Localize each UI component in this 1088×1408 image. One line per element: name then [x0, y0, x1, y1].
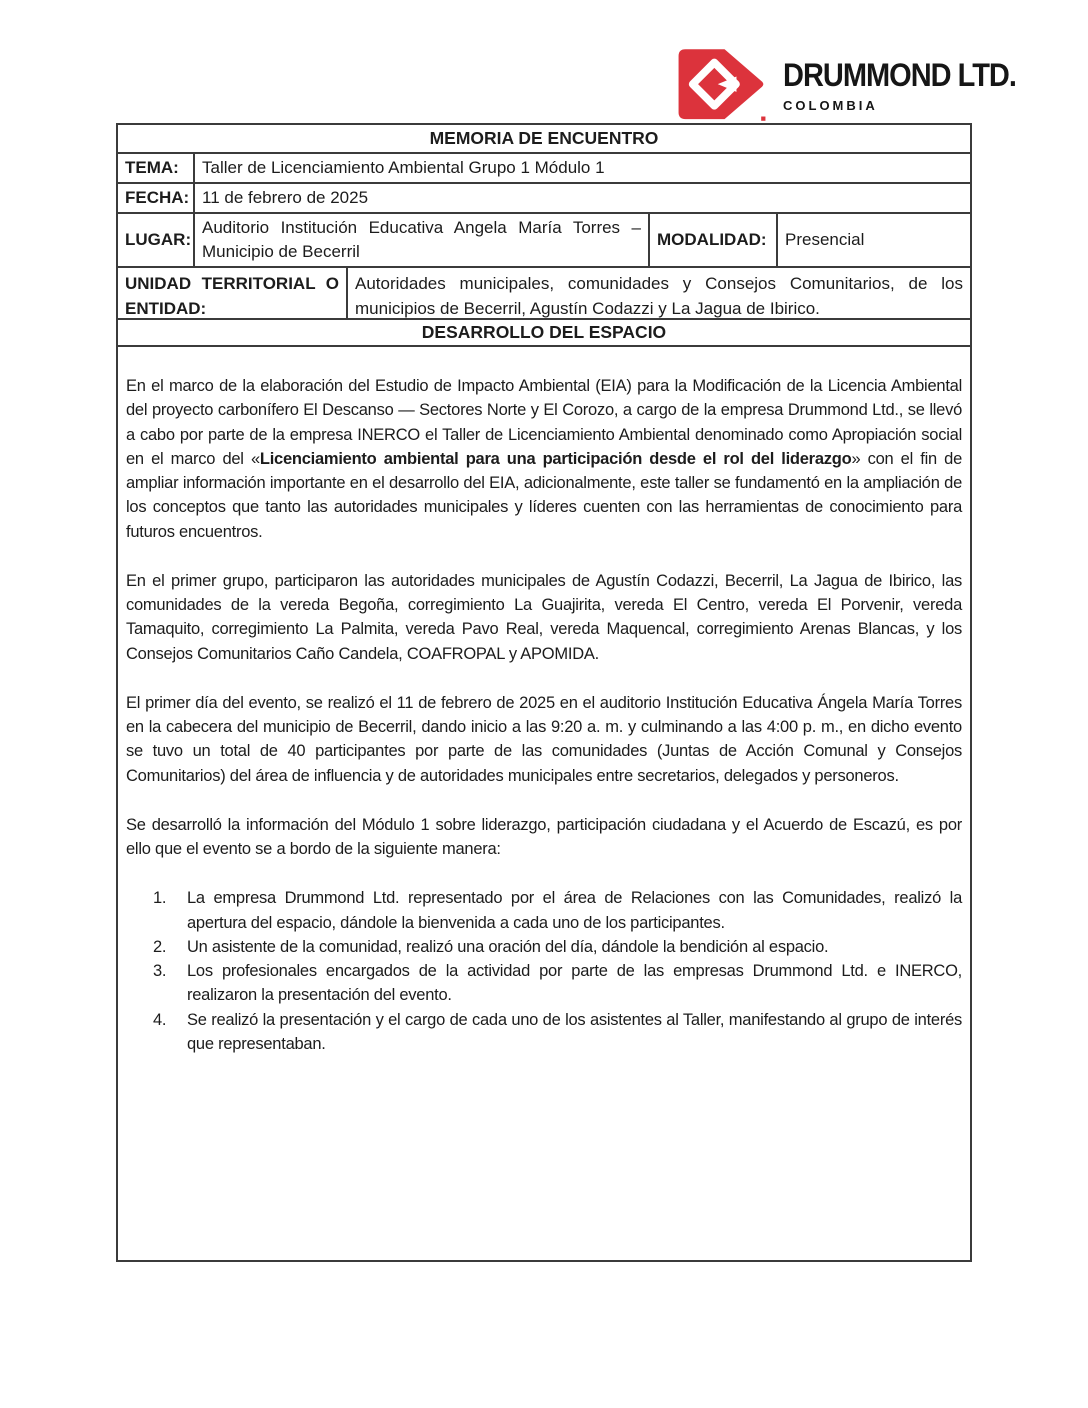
lugar-label: LUGAR: — [125, 229, 192, 249]
paragraph-4: Se desarrolló la información del Módulo 1 sobre liderazgo, participación ciudadana y el Acuerdo de Escazú, es por ello que el evento se a bordo de la siguiente manera: — [126, 815, 962, 858]
list-item-number: 3. — [153, 962, 167, 980]
drummond-logo — [676, 46, 1016, 124]
list-item — [126, 935, 962, 959]
tema-label: TEMA: — [125, 157, 179, 177]
paragraph-1 — [126, 374, 962, 544]
list-item-text: Se realizó la presentación y el cargo de cada uno de los asistentes al Taller, manifestando al grupo de interés que representaban. — [187, 1010, 962, 1053]
unidad-value: Autoridades municipales, comunidades y Consejos Comunitarios, de los municipios de Becerril, Agustín Codazzi y La Jagua de Ibirico. — [346, 268, 970, 318]
modalidad-value: Presencial — [776, 214, 970, 266]
list-item-text: Un asistente de la comunidad, realizó una oración del día, dándole la bendición al espacio. — [187, 937, 829, 956]
lugar-value: Auditorio Institución Educativa Angela María Torres – Municipio de Becerril — [193, 214, 648, 266]
logo-text-block — [783, 46, 1016, 113]
fecha-row — [118, 184, 970, 214]
list-item — [126, 1008, 962, 1057]
paragraph-2: En el primer grupo, participaron las autoridades municipales de Agustín Codazzi, Becerril, La Jagua de Ibirico, las comunidades de la vereda Begoña, corregimiento La Guajirita, vereda El Centro, vereda El Porvenir, vereda Tamaquito, corregimiento La Palmita, vereda Pavo Real, vereda Maquencal, corregimiento Arenas Blancas, y los Consejos Comunitarios Caño Candela, COAFROPAL y APOMIDA. — [126, 571, 962, 663]
unidad-row — [118, 268, 970, 320]
tema-row — [118, 154, 970, 184]
lugar-row — [118, 214, 970, 268]
desarrollo-content — [118, 347, 970, 1260]
fecha-value: 11 de febrero de 2025 — [193, 184, 970, 212]
fecha-label: FECHA: — [125, 187, 190, 207]
section-title: DESARROLLO DEL ESPACIO — [421, 322, 667, 342]
unidad-label: UNIDAD TERRITORIAL O ENTIDAD: — [125, 274, 339, 318]
list-item-text: La empresa Drummond Ltd. representado por el área de Relaciones con las Comunidades, realizó la apertura del espacio, dándole la bienvenida a cada uno de los participantes. — [187, 889, 962, 932]
numbered-list — [126, 886, 962, 1056]
list-item-number: 4. — [153, 1010, 167, 1029]
logo-country: COLOMBIA — [783, 98, 878, 113]
section-title-row — [118, 320, 970, 347]
list-item-text: Los profesionales encargados de la actividad por parte de las empresas Drummond Ltd. e INERCO, realizaron la presentación del evento. — [187, 962, 962, 1005]
tema-value: Taller de Licenciamiento Ambiental Grupo 1 Módulo 1 — [193, 154, 970, 182]
drummond-logo-icon — [676, 46, 768, 124]
table-title-row — [118, 125, 970, 154]
list-item — [126, 959, 962, 1008]
modalidad-label: MODALIDAD: — [648, 214, 776, 266]
memoria-table — [116, 123, 972, 1262]
paragraph-1-pre: En el marco de la elaboración del Estudio de Impacto Ambiental (EIA) para la Modificación de la Licencia Ambiental del proyecto carbonífero El Descanso — Sectores Norte y El Corozo, a cargo de la empresa Drummond Ltd., se llevó a cabo por parte de la empresa INERCO el Taller de Licenciamiento Ambiental denominado como Apropiación social en el marco del « — [126, 377, 962, 468]
paragraph-3: El primer día del evento, se realizó el 11 de febrero de 2025 en el auditorio Institución Educativa Ángela María Torres en la cabecera del municipio de Becerril, dando inicio a las 9:20 a. m. y culminando a las 4:00 p. m., en dicho evento se tuvo un total de 40 participantes por parte de las comunidades (Juntas de Acción Comunal y Consejos Comunitarios) del área de influencia y de autoridades municipales entre secretarios, delegados y personeros. — [126, 693, 962, 785]
list-item-number: 2. — [153, 937, 167, 956]
list-item — [126, 886, 962, 935]
paragraph-1-bold: Licenciamiento ambiental para una participación desde el rol del liderazgo — [259, 449, 852, 468]
desarrollo-row — [118, 347, 970, 1260]
logo-company-name: DRUMMOND LTD. — [783, 57, 1016, 94]
list-item-number: 1. — [153, 889, 167, 908]
paragraph-1-post: » con el fin de ampliar información importante en el desarrollo del EIA, adicionalmente, este taller se fundamentó en la ampliación de los conceptos que tanto las autoridades municipales y líderes cuenten con las herramientas de conocimiento para futuros encuentros. — [126, 449, 962, 541]
table-title: MEMORIA DE ENCUENTRO — [429, 128, 659, 148]
